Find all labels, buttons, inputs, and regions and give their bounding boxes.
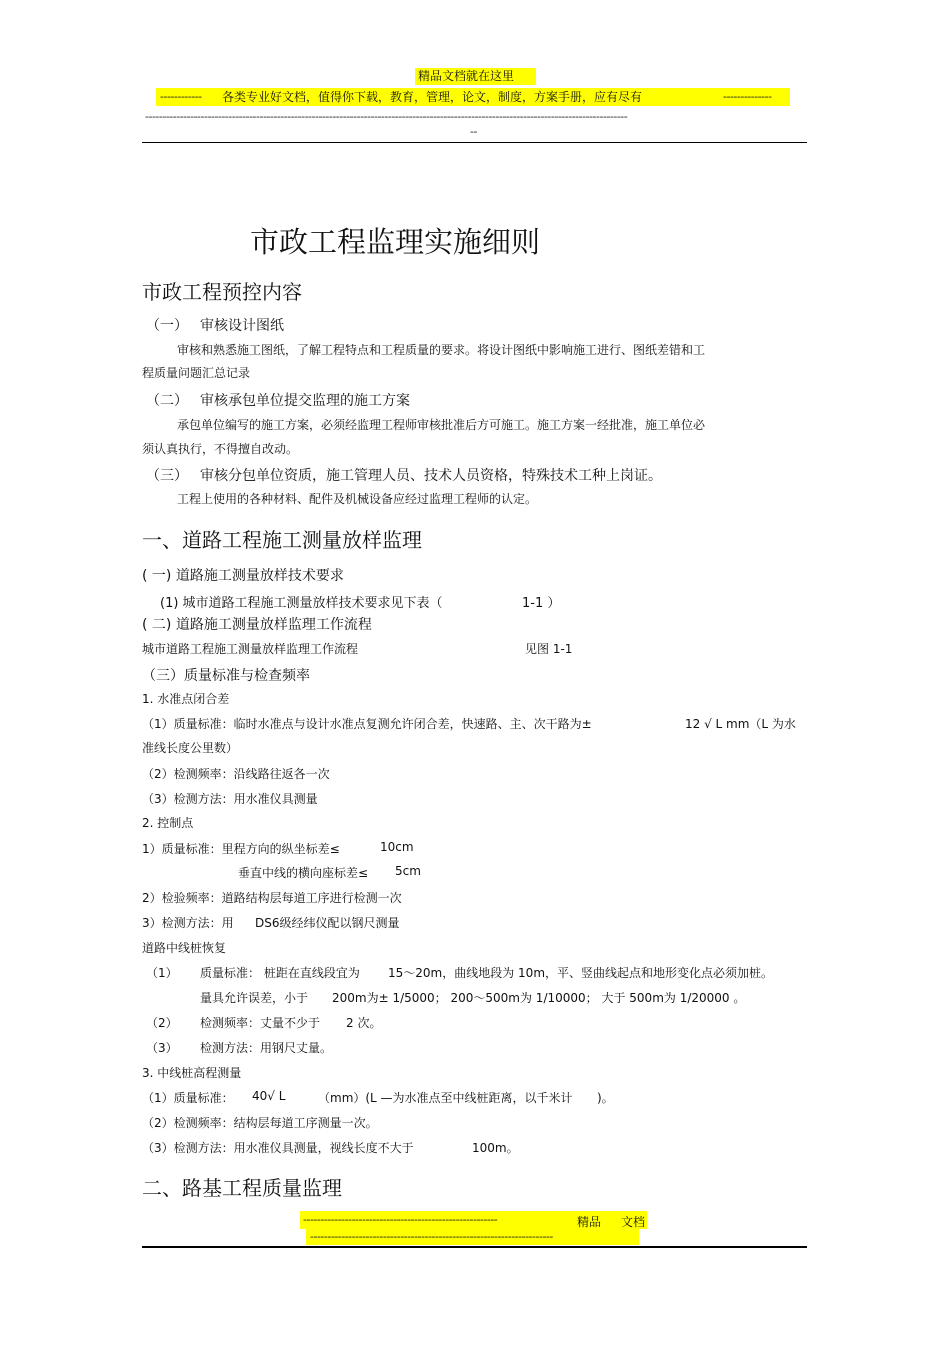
header-short-dashes: -- xyxy=(470,125,477,138)
centerline-item-3-num: （3） xyxy=(146,1041,178,1055)
level-closure-method: （3）检测方法：用水准仪具测量 xyxy=(142,792,318,806)
level-closure-title: 1. 水准点闭合差 xyxy=(142,692,230,706)
header-banner-dashes-left: ------------ xyxy=(160,90,202,103)
level-closure-standard-cont: 准线长度公里数） xyxy=(142,741,239,755)
centerline-frequency: 检测频率：丈量不少于 xyxy=(200,1016,321,1030)
elevation-method-value: 100m。 xyxy=(472,1141,519,1155)
section-1-sub-1-item: (1) 城市道路工程施工测量放样技术要求见下表（ xyxy=(160,596,443,611)
control-point-title: 2. 控制点 xyxy=(142,816,194,830)
preface-item-3-label: 审核分包单位资质，施工管理人员、技术人员资格，特殊技术工种上岗证。 xyxy=(200,468,662,484)
section-1-sub-3: （三）质量标准与检查频率 xyxy=(142,668,310,684)
section-1-sub-2: ( 二) 道路施工测量放样监理工作流程 xyxy=(142,617,372,633)
header-banner-dashes-right: -------------- xyxy=(723,90,772,103)
preface-item-3-body: 工程上使用的各种材料、配件及机械设备应经过监理工程师的认定。 xyxy=(177,492,538,506)
elevation-method: （3）检测方法：用水准仪具测量，视线长度不大于 xyxy=(142,1141,414,1155)
centerline-item-1-num: （1） xyxy=(146,966,178,980)
footer-label-1: 精品 xyxy=(577,1215,602,1229)
centerline-tolerance-cont: 200m为± 1/5000； 200～500m为 1/10000； 大于 500m为 1/20000 。 xyxy=(332,991,746,1005)
preface-item-2-body-cont: 须认真执行，不得擅自改动。 xyxy=(142,442,299,456)
preface-item-2-label: 审核承包单位提交监理的施工方案 xyxy=(200,393,410,409)
preface-item-1-num: （一） xyxy=(146,318,188,334)
level-closure-standard: （1）质量标准：临时水准点与设计水准点复测允许闭合差，快速路、主、次干路为± xyxy=(142,717,592,731)
footer-label-2: 文档 xyxy=(621,1215,646,1229)
centerline-method: 检测方法：用钢尺丈量。 xyxy=(200,1041,333,1055)
level-closure-standard-value: 12 √ L mm（L 为水 xyxy=(685,717,796,731)
preface-item-2-num: （二） xyxy=(146,393,188,409)
section-1-sub-1: ( 一) 道路施工测量放样技术要求 xyxy=(142,568,344,584)
elevation-frequency: （2）检测频率：结构层每道工序测量一次。 xyxy=(142,1116,378,1130)
footer-dashes-left: -------------------------------------------------------- xyxy=(303,1213,498,1226)
centerline-standard: 质量标准： 桩距在直线段宜为 xyxy=(200,966,360,980)
header-top-label: 精品文档就在这里 xyxy=(415,68,536,85)
elevation-standard: （1）质量标准： xyxy=(142,1091,234,1105)
centerline-standard-cont: 15～20m，曲线地段为 10m，平、竖曲线起点和地形变化点必须加桩。 xyxy=(388,966,774,980)
control-point-standard: 1）质量标准：里程方向的纵坐标差≤ xyxy=(142,842,340,856)
centerline-title: 道路中线桩恢复 xyxy=(142,941,227,955)
control-point-frequency: 2）检验频率：道路结构层每道工序进行检测一次 xyxy=(142,891,402,905)
preface-item-1-body-cont: 程质量问题汇总记录 xyxy=(142,366,251,380)
header-banner-text: 各类专业好文档，值得你下载，教育，管理，论文，制度，方案手册，应有尽有 xyxy=(222,90,643,104)
centerline-frequency-value: 2 次。 xyxy=(346,1016,382,1030)
footer-dashes-bottom: ---------------------------------------------------------------------- xyxy=(310,1230,553,1243)
control-point-standard-value: 10cm xyxy=(380,840,414,854)
preface-item-1-body: 审核和熟悉施工图纸，了解工程特点和工程质量的要求。将设计图纸中影响施工进行、图纸差错和工 xyxy=(177,343,706,357)
preface-item-2-body: 承包单位编写的施工方案，必须经监理工程师审核批准后方可施工。施工方案一经批准，施工单位必 xyxy=(177,418,706,432)
elevation-title: 3. 中线桩高程测量 xyxy=(142,1066,242,1080)
section-1-sub-1-ref: 1-1 ） xyxy=(522,596,561,611)
document-title: 市政工程监理实施细则 xyxy=(250,225,541,259)
centerline-tolerance: 量具允许误差，小于 xyxy=(200,991,309,1005)
centerline-item-2-num: （2） xyxy=(146,1016,178,1030)
control-point-standard-2-value: 5cm xyxy=(395,864,421,878)
elevation-standard-end: )。 xyxy=(597,1091,614,1105)
level-closure-frequency: （2）检测频率：沿线路往返各一次 xyxy=(142,767,330,781)
preface-heading: 市政工程预控内容 xyxy=(142,280,302,304)
control-point-standard-2: 垂直中线的横向座标差≤ xyxy=(238,866,369,880)
elevation-standard-formula: 40√ L xyxy=(252,1089,286,1103)
section-1-heading: 一、道路工程施工测量放样监理 xyxy=(142,528,422,552)
control-point-method: 3）检测方法：用 xyxy=(142,916,234,930)
section-1-sub-2-text: 城市道路工程施工测量放样监理工作流程 xyxy=(142,642,359,656)
preface-item-1-label: 审核设计图纸 xyxy=(200,318,284,334)
header-long-dashes: ------------------------------------------------------------------------------------------------------------------------------------------- xyxy=(145,110,628,123)
footer-rule xyxy=(142,1246,807,1248)
header-rule xyxy=(142,142,807,143)
preface-item-3-num: （三） xyxy=(146,468,188,484)
elevation-standard-note: （mm）(L —为水准点至中线桩距离，以千米计 xyxy=(318,1091,573,1105)
section-1-sub-2-ref: 见图 1-1 xyxy=(525,642,573,656)
section-2-heading: 二、路基工程质量监理 xyxy=(142,1176,342,1200)
control-point-method-cont: DS6级经纬仪配以钢尺测量 xyxy=(255,916,400,930)
